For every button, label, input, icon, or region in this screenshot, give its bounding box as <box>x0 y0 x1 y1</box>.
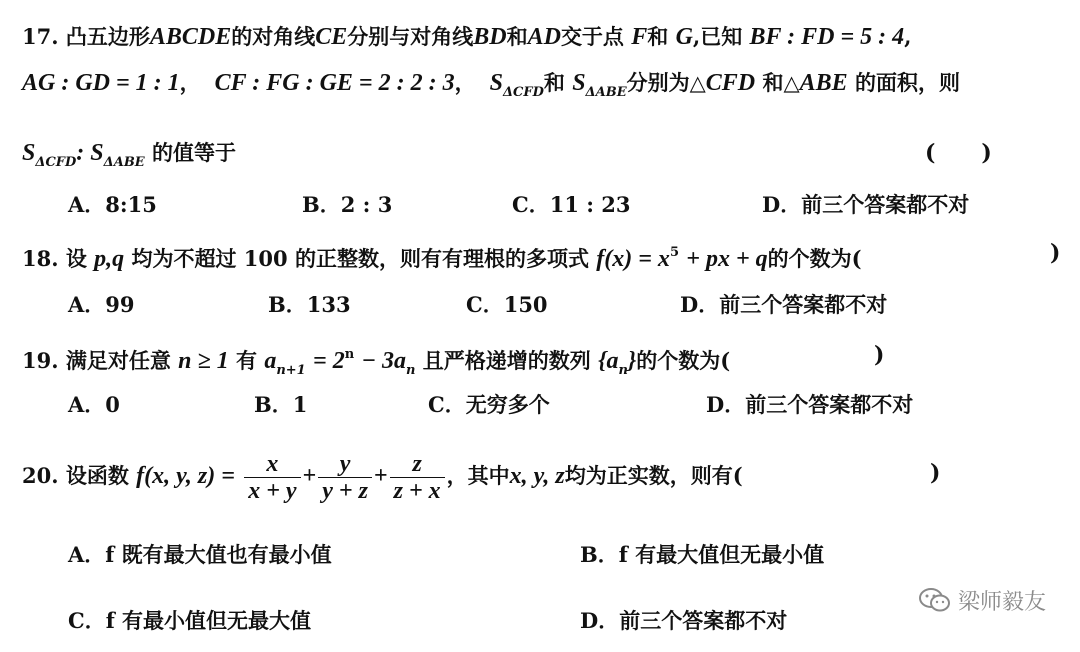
q19-text: 且严格递增的数列 <box>422 348 591 373</box>
q20-option-b: B．f 有最大值但无最小值 <box>580 542 825 567</box>
q20-text: ，其中 <box>446 463 510 488</box>
q17-answer-paren: ( ) <box>925 140 992 166</box>
wechat-icon <box>918 586 952 620</box>
q20-fraction-3 <box>390 451 445 504</box>
q19-option-d: D．前三个答案都不对 <box>706 392 914 417</box>
q17-math: G <box>675 24 693 50</box>
q17-text: 分别为△ <box>626 70 706 95</box>
q20-fraction-denominator: x + y <box>248 478 297 504</box>
q18-math: + px + q <box>686 246 768 272</box>
q19-subscript: n+1 <box>276 363 306 378</box>
q18-option-c: C．150 <box>466 292 548 317</box>
q17-option-c: C．11 : 23 <box>512 192 631 217</box>
q17-subscript: ΔABE <box>585 85 627 100</box>
q19-math: n ≥ 1 <box>178 348 229 374</box>
q17-text: 的值等于 <box>152 140 237 165</box>
q19-subscript: n <box>618 363 628 378</box>
q18-text: 均为不超过 100 的正整数，则有有理根的多项式 <box>131 246 589 271</box>
q19-math: a <box>264 348 277 374</box>
q20-text: 均为正实数，则有( <box>564 463 743 488</box>
q20-fraction-2 <box>318 451 372 504</box>
q20-fraction-numerator: z <box>390 451 445 478</box>
q17-text: ,已知 <box>692 24 743 49</box>
q17-text: 的面积，则 <box>854 70 960 95</box>
q18-superscript: 5 <box>669 245 679 260</box>
q17-math: AG : GD = 1 : 1 <box>22 70 180 96</box>
q20-plus: + <box>373 463 388 489</box>
q17-line1 <box>22 22 911 52</box>
q17-math: ABCDE <box>149 24 232 50</box>
q20-answer-paren: ) <box>930 460 941 486</box>
q19-math: − 3a <box>361 348 407 374</box>
q18-text: 的个数为( <box>767 246 862 271</box>
q18-number: 18. <box>22 246 59 271</box>
q18-text: 设 <box>65 246 87 271</box>
q19-answer-paren: ) <box>874 342 885 368</box>
q17-math: BF : FD = 5 : 4 <box>749 24 905 50</box>
q17-text: ， <box>454 70 476 95</box>
q17-math: : S <box>76 140 104 166</box>
q18-answer-paren: ) <box>1050 240 1061 266</box>
q17-subscript: ΔABE <box>103 155 145 170</box>
q20-plus: + <box>302 463 317 489</box>
q19-text: 有 <box>236 348 258 373</box>
q17-option-d: D．前三个答案都不对 <box>762 192 970 217</box>
q17-text: 和 <box>647 24 669 49</box>
q19-subscript: n <box>406 363 416 378</box>
q17-text: 和△ <box>762 70 800 95</box>
q18-line <box>22 238 862 274</box>
q20-fraction-denominator: y + z <box>322 478 368 504</box>
q20-fraction-1 <box>244 451 300 504</box>
watermark-text: 梁师毅友 <box>957 590 1046 615</box>
q17-text: 和 <box>543 70 565 95</box>
q17-line2 <box>22 68 960 108</box>
q18-option-d: D．前三个答案都不对 <box>680 292 888 317</box>
q17-math: F <box>631 24 648 50</box>
q19-superscript: n <box>344 347 355 362</box>
q19-number: 19. <box>22 348 59 373</box>
q19-text: 的个数为( <box>636 348 731 373</box>
q20-text: 设函数 <box>65 463 129 488</box>
q19-math: } <box>627 348 637 374</box>
q20-fraction-numerator: x <box>244 451 300 478</box>
q17-math: S <box>22 140 36 166</box>
q17-option-b: B．2 : 3 <box>302 192 393 217</box>
q20-math: (x, y, z) = <box>144 463 235 489</box>
q20-option-d: D．前三个答案都不对 <box>580 608 788 633</box>
q18-math: p,q <box>94 246 125 272</box>
q19-option-c: C．无穷多个 <box>428 392 550 417</box>
q20-option-a: A．f 既有最大值也有最小值 <box>68 542 332 567</box>
q17-option-a: A．8:15 <box>68 192 157 217</box>
q20-math: f <box>136 463 145 489</box>
q19-math: = 2 <box>313 348 345 374</box>
q17-text: 和 <box>506 24 528 49</box>
q19-option-b: B．1 <box>254 392 308 417</box>
q17-text: 凸五边形 <box>65 24 150 49</box>
q19-line <box>22 340 730 386</box>
q19-text: 满足对任意 <box>65 348 171 373</box>
q17-math: ABE <box>799 70 848 96</box>
q19-math: {a <box>598 348 619 374</box>
q20-line <box>22 446 743 506</box>
q17-text: ， <box>179 70 201 95</box>
q17-math: CF : FG : GE = 2 : 2 : 3 <box>214 70 455 96</box>
watermark <box>918 585 1046 620</box>
q17-math: AD <box>527 24 561 50</box>
q17-text: 的对角线 <box>231 24 316 49</box>
q17-text: , <box>904 24 912 49</box>
q17-number: 17. <box>22 24 59 49</box>
q18-math: f <box>596 246 605 272</box>
q17-line3 <box>22 138 236 178</box>
q18-math: (x) = x <box>604 246 670 272</box>
q17-subscript: ΔCFD <box>502 85 544 100</box>
q17-math: BD <box>473 24 507 50</box>
q20-number: 20. <box>22 463 59 488</box>
q17-math: S <box>572 70 586 96</box>
q17-math: S <box>489 70 503 96</box>
q17-text: 交于点 <box>560 24 624 49</box>
q17-text: 分别与对角线 <box>347 24 474 49</box>
q20-fraction-denominator: z + x <box>393 478 441 504</box>
q19-option-a: A．0 <box>68 392 120 417</box>
q20-fraction-numerator: y <box>318 451 372 478</box>
q20-option-c: C．f 有最小值但无最大值 <box>68 608 312 633</box>
q17-math: CE <box>315 24 348 50</box>
q18-option-b: B．133 <box>268 292 351 317</box>
q20-math: x, y, z <box>509 463 565 489</box>
q17-math: CFD <box>705 70 756 96</box>
q18-option-a: A．99 <box>68 292 135 317</box>
q17-subscript: ΔCFD <box>35 155 77 170</box>
